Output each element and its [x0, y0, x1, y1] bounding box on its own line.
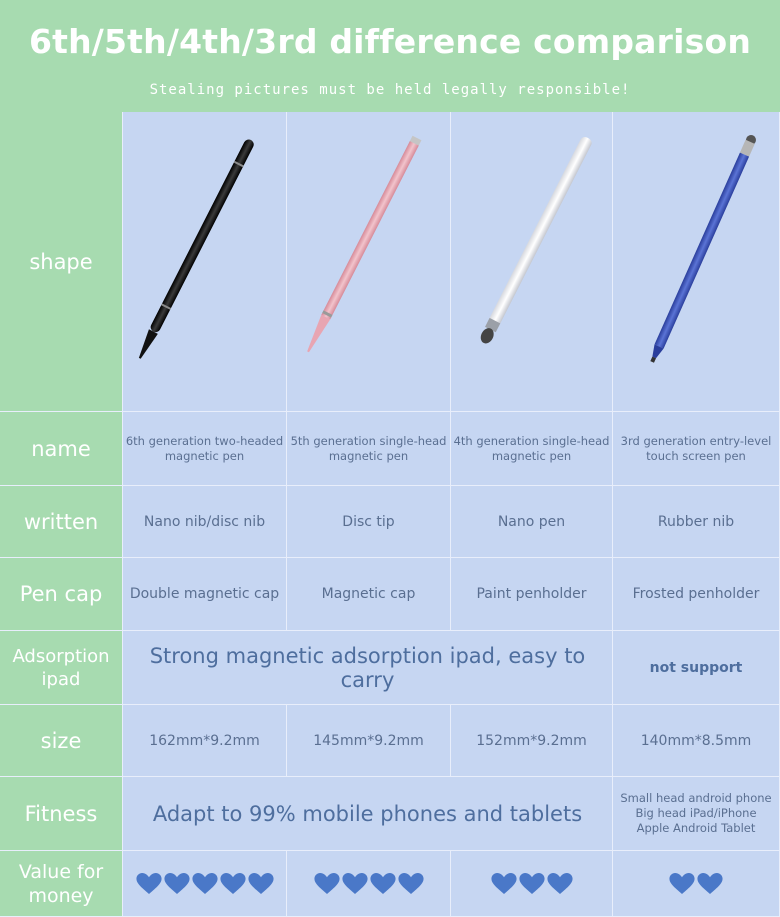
row-label-written: written — [0, 486, 123, 558]
written-cell-6th: Nano nib/disc nib — [123, 486, 287, 558]
rating-cell-5th — [287, 851, 451, 917]
written-cell-4th: Nano pen — [451, 486, 613, 558]
name-cell-5th: 5th generation single-head magnetic pen — [287, 412, 451, 486]
name-cell-6th: 6th generation two-headed magnetic pen — [123, 412, 287, 486]
fitness-line: Small head android phone — [620, 791, 772, 805]
black-pen-image — [123, 112, 286, 412]
fitness-line: Big head iPad/iPhone — [635, 806, 757, 820]
size-cell-6th: 162mm*9.2mm — [123, 705, 287, 777]
heart-icon — [314, 873, 340, 895]
shape-cell-4th — [451, 112, 613, 412]
pen-cap-cell-6th: Double magnetic cap — [123, 558, 287, 631]
rating-hearts — [136, 873, 274, 895]
rating-hearts — [669, 873, 723, 895]
heart-icon — [248, 873, 274, 895]
row-label-fitness: Fitness — [0, 777, 123, 851]
adsorption-cell-3rd: not support — [613, 631, 780, 705]
pen-cap-cell-4th: Paint penholder — [451, 558, 613, 631]
name-cell-3rd: 3rd generation entry-level touch screen pen — [613, 412, 780, 486]
shape-cell-5th — [287, 112, 451, 412]
name-cell-4th: 4th generation single-head magnetic pen — [451, 412, 613, 486]
row-label-shape: shape — [0, 112, 123, 412]
pen-cap-cell-3rd: Frosted penholder — [613, 558, 780, 631]
fitness-line: Apple Android Tablet — [636, 821, 756, 835]
fitness-cell-3rd — [613, 777, 780, 851]
rating-hearts — [491, 873, 573, 895]
heart-icon — [547, 873, 573, 895]
fitness-merged-cell: Adapt to 99% mobile phones and tablets — [123, 777, 613, 851]
heart-icon — [342, 873, 368, 895]
rating-cell-3rd — [613, 851, 780, 917]
written-cell-3rd: Rubber nib — [613, 486, 780, 558]
heart-icon — [220, 873, 246, 895]
row-label-name: name — [0, 412, 123, 486]
heart-icon — [164, 873, 190, 895]
heart-icon — [370, 873, 396, 895]
comparison-table — [0, 112, 780, 917]
row-label-adsorption: Adsorption ipad — [0, 631, 123, 705]
size-cell-5th: 145mm*9.2mm — [287, 705, 451, 777]
white-pen-image — [451, 112, 612, 412]
heart-icon — [192, 873, 218, 895]
heart-icon — [519, 873, 545, 895]
rating-cell-4th — [451, 851, 613, 917]
heart-icon — [491, 873, 517, 895]
heart-icon — [136, 873, 162, 895]
copyright-notice: Stealing pictures must be held legally responsible! — [149, 82, 631, 98]
size-cell-3rd: 140mm*8.5mm — [613, 705, 780, 777]
size-cell-4th: 152mm*9.2mm — [451, 705, 613, 777]
rating-cell-6th — [123, 851, 287, 917]
pink-pen-image — [287, 112, 450, 412]
row-label-value: Value for money — [0, 851, 123, 917]
rating-hearts — [314, 873, 424, 895]
row-label-size: size — [0, 705, 123, 777]
shape-cell-6th — [123, 112, 287, 412]
pen-cap-cell-5th: Magnetic cap — [287, 558, 451, 631]
page-title: 6th/5th/4th/3rd difference comparison — [28, 22, 752, 61]
header-banner — [0, 0, 780, 112]
row-label-pen-cap: Pen cap — [0, 558, 123, 631]
shape-cell-3rd — [613, 112, 780, 412]
heart-icon — [669, 873, 695, 895]
heart-icon — [697, 873, 723, 895]
written-cell-5th: Disc tip — [287, 486, 451, 558]
blue-pen-image — [613, 112, 779, 412]
heart-icon — [398, 873, 424, 895]
adsorption-merged-cell: Strong magnetic adsorption ipad, easy to carry — [123, 631, 613, 705]
